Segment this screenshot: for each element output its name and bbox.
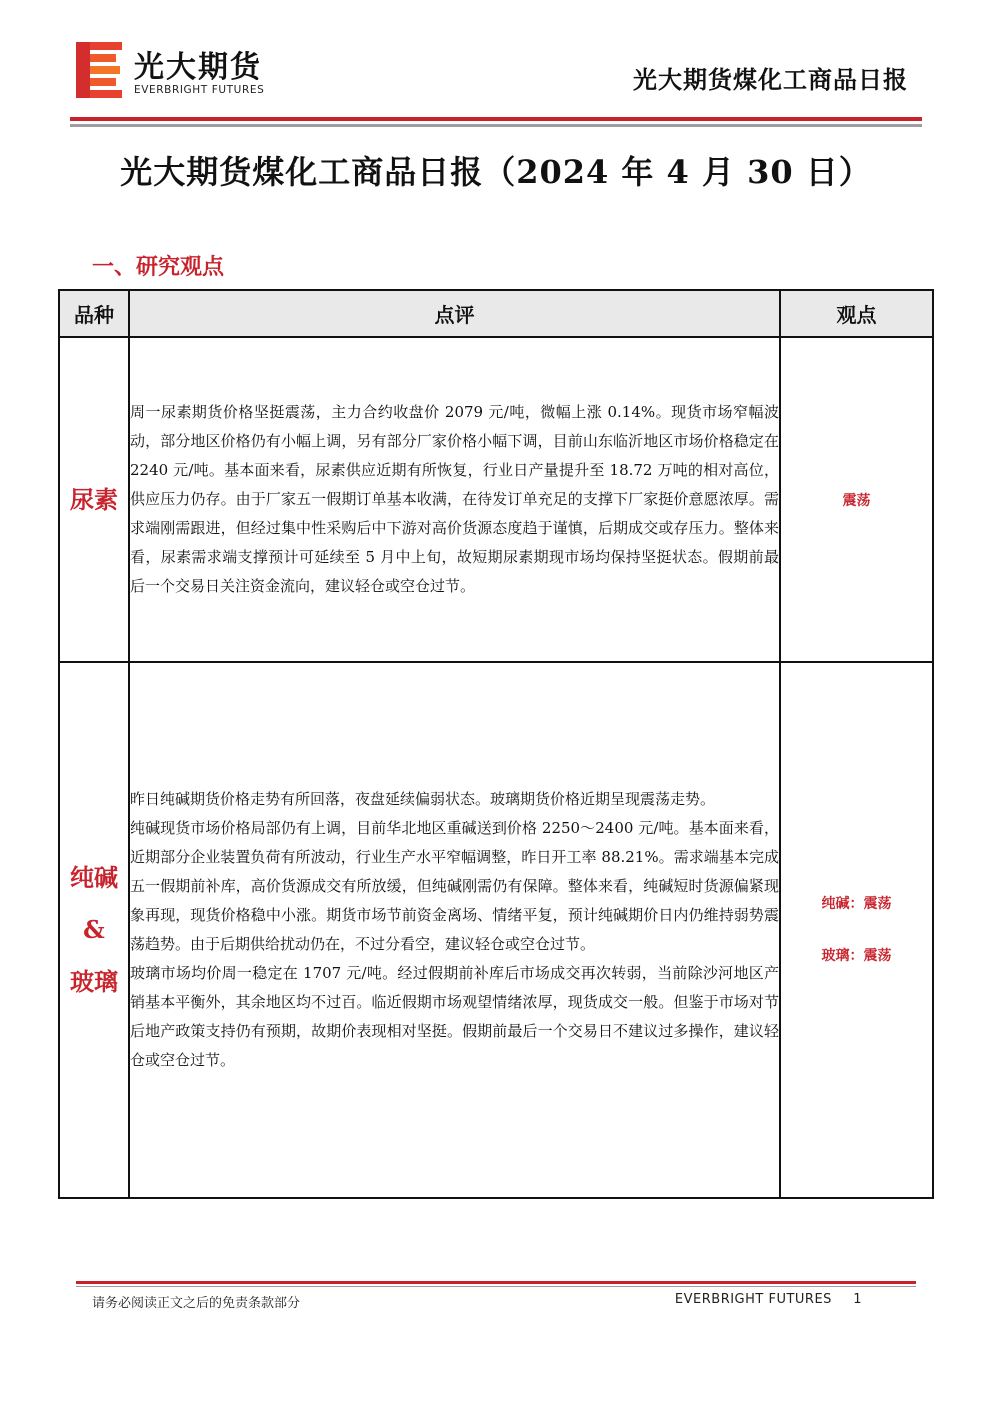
comment-soda-glass — [129, 662, 780, 1198]
header-comment: 点评 — [129, 290, 780, 337]
footer-rule-red — [76, 1281, 916, 1284]
header-variety: 品种 — [59, 290, 129, 337]
view-soda: 纯碱：震荡 — [821, 896, 892, 912]
variety-soda-label: 纯碱 — [70, 863, 118, 892]
comment-soda-intro: 昨日纯碱期货价格走势有所回落，夜盘延续偏弱状态。玻璃期货价格近期呈现震荡走势。 — [130, 790, 716, 808]
footer-rule-gray — [76, 1286, 916, 1287]
logo-en-text: EVERBRIGHT FUTURES — [134, 84, 265, 96]
variety-ampersand: & — [83, 915, 105, 944]
comment-soda-detail: 纯碱现货市场价格局部仍有上调，目前华北地区重碱送到价格 2250～2400 元/吨。基本面来看，近期部分企业装置负荷有所波动，行业生产水平窄幅调整，昨日开工率 88.21%。需求端基本完成五一假期前补库，高价货源成交有所放缓，但纯碱刚需仍有保障。整体来看，纯碱短时货源偏紧现象再现，现货价格稳中小涨。期货市场节前资金离场、情绪平复，预计纯碱期价日内仍维持弱势震荡趋势。由于后期供给扰动仍在，不过分看空，建议轻仓或空仓过节。 — [130, 819, 779, 953]
table-row-soda-glass — [59, 662, 933, 1198]
research-table — [58, 289, 934, 1199]
document-title: 光大期货煤化工商品日报（2024 年 4 月 30 日） — [120, 153, 872, 191]
variety-glass-label: 玻璃 — [70, 967, 118, 996]
section-title: 一、研究观点 — [92, 254, 225, 280]
footer-brand-page — [675, 1292, 862, 1307]
variety-soda-glass — [59, 662, 129, 1198]
table-row-urea — [59, 337, 933, 662]
view-soda-glass — [780, 662, 933, 1198]
footer-disclaimer: 请务必阅读正文之后的免责条款部分 — [92, 1296, 301, 1311]
header-title: 光大期货煤化工商品日报 — [633, 65, 908, 94]
variety-urea: 尿素 — [59, 337, 129, 662]
everbright-logo-icon — [76, 42, 122, 98]
header-view: 观点 — [780, 290, 933, 337]
company-logo — [76, 40, 286, 100]
table-header-row — [59, 290, 933, 337]
header-rule-gray — [70, 124, 922, 127]
view-urea: 震荡 — [780, 337, 933, 662]
page-number: 1 — [853, 1292, 862, 1307]
header-rule-red — [70, 117, 922, 121]
comment-urea-paragraph: 周一尿素期货价格坚挺震荡，主力合约收盘价 2079 元/吨，微幅上涨 0.14%。现货市场窄幅波动，部分地区价格仍有小幅上调，另有部分厂家价格小幅下调，目前山东临沂地区市场价格稳定在 2240 元/吨。基本面来看，尿素供应近期有所恢复，行业日产量提升至 18.72 万吨的相对高位，供应压力仍存。由于厂家五一假期订单基本收满，在待发订单充足的支撑下厂家挺价意愿浓厚。需求端刚需跟进，但经过集中性采购后中下游对高价货源态度趋于谨慎，后期成交或存压力。整体来看，尿素需求端支撑预计可延续至 5 月中上旬，故短期尿素期现市场均保持坚挺状态。假期前最后一个交易日关注资金流向，建议轻仓或空仓过节。 — [130, 403, 779, 595]
comment-glass-detail: 玻璃市场均价周一稳定在 1707 元/吨。经过假期前补库后市场成交再次转弱，当前除沙河地区产销基本平衡外，其余地区均不过百。临近假期市场观望情绪浓厚，现货成交一般。但鉴于市场对节后地产政策支持仍有预期，故期价表现相对坚挺。假期前最后一个交易日不建议过多操作，建议轻仓或空仓过节。 — [130, 964, 779, 1069]
view-glass: 玻璃：震荡 — [821, 948, 892, 964]
footer-brand: EVERBRIGHT FUTURES — [674, 1292, 832, 1307]
comment-urea — [129, 337, 780, 662]
logo-cn-text: 光大期货 — [134, 50, 262, 85]
